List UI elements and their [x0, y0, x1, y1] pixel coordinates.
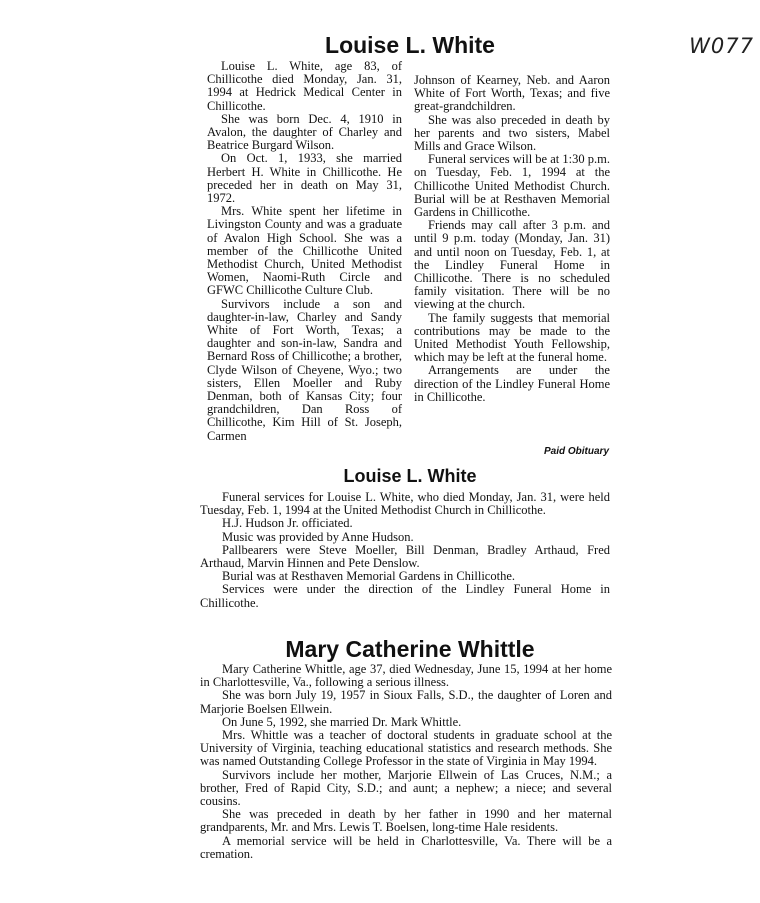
- paragraph: Friends may call after 3 p.m. and until 9 p.m. today (Monday, Jan. 31) and until noon on Tuesday, Feb. 1, at the Lindley Funeral Home in Chillicothe. There is no scheduled family visitation. There will be no viewing at the church.: [414, 218, 610, 312]
- funeral-notice-title: Louise L. White: [343, 466, 477, 486]
- paragraph: Mrs. Whittle was a teacher of doctoral students in graduate school at the University of Virginia, teaching educational statistics and research methods. She was named Outstanding College Professor in the state of Virginia in May 1994.: [200, 728, 612, 769]
- paragraph: She was preceded in death by her father in 1990 and her maternal grandparents, Mr. and Mrs. Lewis T. Boelsen, long-time Hale residents.: [200, 807, 612, 835]
- paragraph: Mrs. White spent her lifetime in Livingston County and was a graduate of Avalon High School. She was a member of the Chillicothe United Methodist Church, United Methodist Women, Naomi-Ruth Circle and GFWC Chillicothe Culture Club.: [207, 204, 402, 298]
- paragraph: Pallbearers were Steve Moeller, Bill Denman, Bradley Arthaud, Fred Arthaud, Marvin Hinnen and Pete Denslow.: [200, 542, 610, 571]
- paragraph: She was born July 19, 1957 in Sioux Falls, S.D., the daughter of Loren and Marjorie Boelsen Ellwein.: [200, 688, 612, 716]
- paragraph-continued: Johnson of Kearney, Neb. and Aaron White of Fort Worth, Texas; and five great-grandchildren.: [414, 73, 610, 114]
- obituary-title-mary-whittle: Mary Catherine Whittle: [285, 636, 535, 662]
- paragraph: Services were under the direction of the Lindley Funeral Home in Chillicothe.: [200, 582, 610, 610]
- paragraph: Louise L. White, age 83, of Chillicothe died Monday, Jan. 31, 1994 at Hedrick Medical Center in Chillicothe.: [207, 59, 402, 113]
- paragraph: Funeral services for Louise L. White, who died Monday, Jan. 31, were held Tuesday, Feb. 1, 1994 at the United Methodist Church in Chillicothe.: [200, 490, 610, 518]
- obituary-body-mary-whittle: [200, 663, 612, 861]
- obituary-title-louise-white: Louise L. White: [325, 32, 495, 58]
- paragraph: Survivors include her mother, Marjorie Ellwein of Las Cruces, N.M.; a brother, Fred of Rapid City, S.D.; and aunt; a nephew; a niece; and several cousins.: [200, 767, 612, 809]
- paragraph: Survivors include a son and daughter-in-law, Charley and Sandy White of Fort Worth, Texas; a daughter and son-in-law, Sandra and Bernard Ross of Chillicothe; a brother, Clyde Wilson of Cheyene, Wyo.; two sisters, Ellen Moeller and Ruby Denman, both of Kansas City; four grandchildren, Dan Ross of Chillicothe, Kim Hill of St. Joseph, Carmen: [207, 296, 402, 443]
- paragraph: On June 5, 1992, she married Dr. Mark Whittle.: [222, 714, 462, 729]
- paragraph: Burial was at Resthaven Memorial Gardens in Chillicothe.: [222, 569, 515, 584]
- margin-note: W077: [689, 34, 754, 58]
- paragraph: She was also preceded in death by her parents and two sisters, Mabel Mills and Grace Wilson.: [414, 112, 610, 154]
- obituary-column-2: [414, 74, 610, 404]
- funeral-notice-body: [200, 491, 610, 610]
- paragraph: The family suggests that memorial contributions may be made to the United Methodist Youth Fellowship, which may be left at the funeral home.: [414, 310, 610, 365]
- paragraph: A memorial service will be held in Charlottesville, Va. There will be a cremation.: [200, 833, 612, 861]
- paragraph: Arrangements are under the direction of the Lindley Funeral Home in Chillicothe.: [414, 363, 610, 404]
- paragraph: Music was provided by Anne Hudson.: [222, 529, 414, 544]
- obituary-column-1: [207, 60, 402, 443]
- paragraph: H.J. Hudson Jr. officiated.: [222, 516, 353, 531]
- paragraph: On Oct. 1, 1933, she married Herbert H. White in Chillicothe. He preceded her in death on May 31, 1972.: [207, 151, 402, 206]
- paid-obituary-label: Paid Obituary: [544, 446, 610, 457]
- paragraph: Mary Catherine Whittle, age 37, died Wednesday, June 15, 1994 at her home in Charlottesville, Va., following a serious illness.: [200, 662, 612, 690]
- paragraph: Funeral services will be at 1:30 p.m. on Tuesday, Feb. 1, 1994 at the Chillicothe United Methodist Church. Burial will be at Resthaven Memorial Gardens in Chillicothe.: [414, 152, 610, 220]
- paragraph: She was born Dec. 4, 1910 in Avalon, the daughter of Charley and Beatrice Burgard Wilson.: [207, 111, 402, 153]
